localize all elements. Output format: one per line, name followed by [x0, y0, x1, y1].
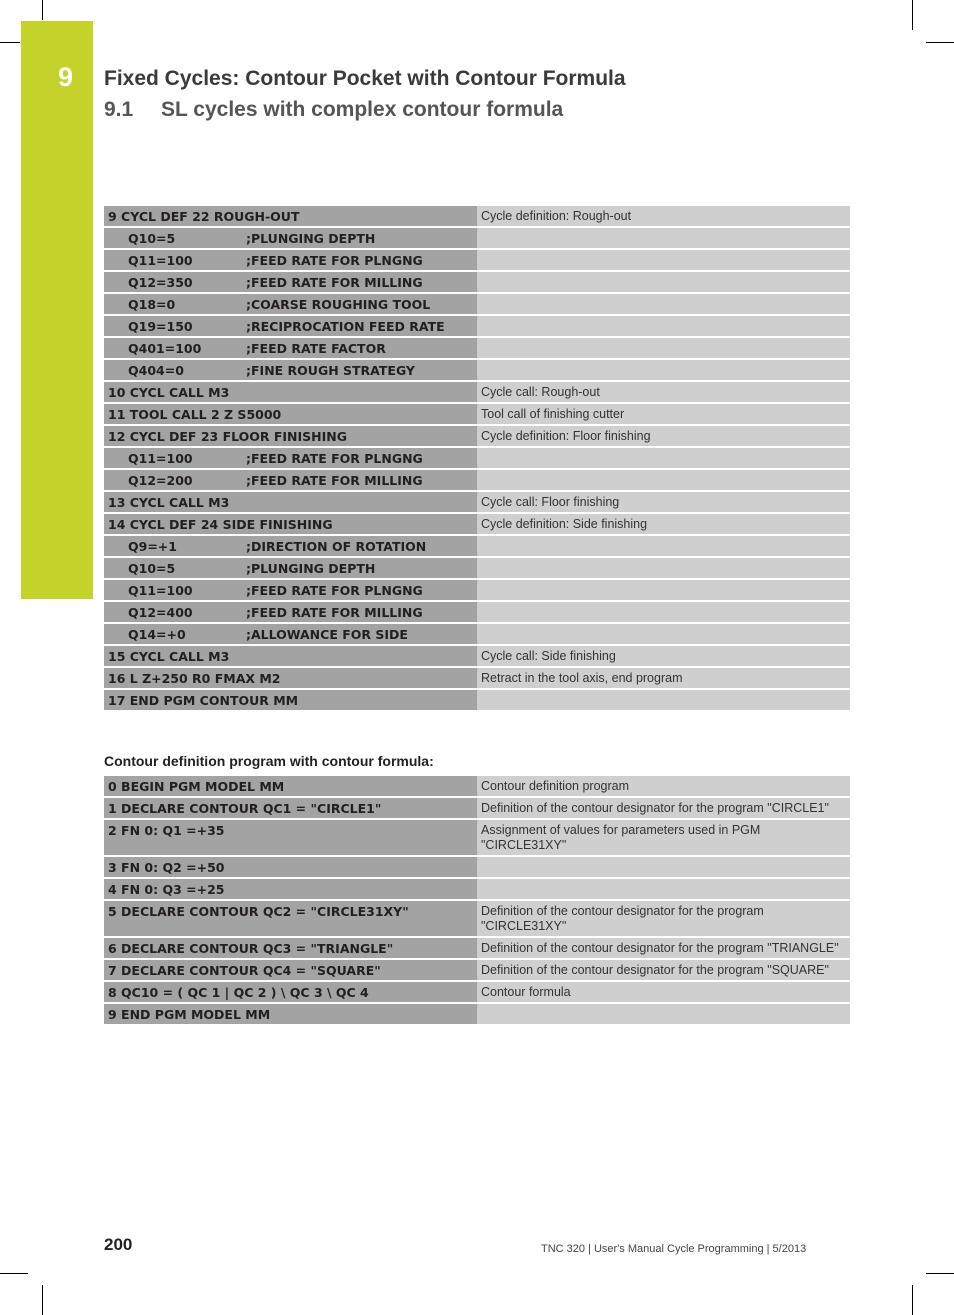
program-code-cell [104, 382, 477, 402]
program-row [104, 690, 850, 710]
crop-mark [912, 0, 913, 30]
program-code-cell [104, 690, 477, 710]
parameter-value: Q11=100 [128, 253, 193, 268]
program-row [104, 492, 850, 512]
program-row [104, 448, 850, 468]
program-row [104, 580, 850, 600]
program-row [104, 901, 850, 936]
description-cell [477, 316, 850, 336]
program-row [104, 668, 850, 688]
program-row [104, 382, 850, 402]
crop-mark [926, 1273, 954, 1274]
parameter-value: Q9=+1 [128, 539, 177, 554]
program-block-text: 11 TOOL CALL 2 Z S5000 [108, 407, 282, 422]
program-block-text: 10 CYCL CALL M3 [108, 385, 230, 400]
parameter-value: Q10=5 [128, 231, 176, 246]
description-cell: Cycle definition: Rough-out [477, 206, 850, 226]
program-block-text: 17 END PGM CONTOUR MM [108, 693, 299, 708]
parameter-comment: ;FEED RATE FOR PLNGNG [246, 253, 423, 268]
program-row [104, 820, 850, 855]
program-row [104, 338, 850, 358]
program-row [104, 470, 850, 490]
parameter-value: Q11=100 [128, 583, 193, 598]
program-block-text: 15 CYCL CALL M3 [108, 649, 230, 664]
program-code-cell [104, 798, 477, 818]
program-code-cell [104, 879, 477, 899]
program-block-text: 13 CYCL CALL M3 [108, 495, 230, 510]
crop-mark [926, 42, 954, 43]
description-cell: Contour definition program [477, 776, 850, 796]
program-block-text: 16 L Z+250 R0 FMAX M2 [108, 671, 281, 686]
program-block-text: 14 CYCL DEF 24 SIDE FINISHING [108, 517, 333, 532]
program-row [104, 272, 850, 292]
program-code-cell [104, 228, 477, 248]
program-block-text: 9 END PGM MODEL MM [108, 1007, 271, 1022]
program-row [104, 514, 850, 534]
description-cell [477, 470, 850, 490]
program-code-cell [104, 492, 477, 512]
parameter-comment: ;FEED RATE FOR PLNGNG [246, 451, 423, 466]
crop-mark [0, 42, 20, 43]
program-code-cell [104, 448, 477, 468]
program-code-cell [104, 776, 477, 796]
parameter-comment: ;ALLOWANCE FOR SIDE [246, 627, 408, 642]
program-row [104, 602, 850, 622]
description-cell: Tool call of finishing cutter [477, 404, 850, 424]
program-block-text: 4 FN 0: Q3 =+25 [108, 882, 225, 897]
description-cell [477, 228, 850, 248]
program-row [104, 316, 850, 336]
program-block-text: 8 QC10 = ( QC 1 | QC 2 ) \ QC 3 \ QC 4 [108, 985, 369, 1000]
parameter-comment: ;FEED RATE FOR PLNGNG [246, 583, 423, 598]
program-block-text: 6 DECLARE CONTOUR QC3 = "TRIANGLE" [108, 941, 394, 956]
program-code-cell [104, 206, 477, 226]
description-cell [477, 580, 850, 600]
crop-mark [0, 1273, 28, 1274]
program-row [104, 404, 850, 424]
program-row [104, 776, 850, 796]
parameter-comment: ;FEED RATE FOR MILLING [246, 605, 423, 620]
program-row [104, 857, 850, 877]
parameter-value: Q12=350 [128, 275, 193, 290]
parameter-comment: ;COARSE ROUGHING TOOL [246, 297, 431, 312]
program-code-cell [104, 514, 477, 534]
description-cell: Contour formula [477, 982, 850, 1002]
program-block-text: 7 DECLARE CONTOUR QC4 = "SQUARE" [108, 963, 381, 978]
section-title: SL cycles with complex contour formula [161, 98, 564, 121]
program-code-cell [104, 938, 477, 958]
description-cell: Definition of the contour designator for the program "CIRCLE1" [477, 798, 850, 818]
description-cell [477, 690, 850, 710]
description-cell [477, 857, 850, 877]
program-row [104, 426, 850, 446]
description-cell: Definition of the contour designator for the program "CIRCLE31XY" [477, 901, 850, 936]
program-row [104, 250, 850, 270]
program-row [104, 879, 850, 899]
program-code-cell [104, 646, 477, 666]
program-row [104, 1004, 850, 1024]
parameter-value: Q404=0 [128, 363, 184, 378]
description-cell [477, 558, 850, 578]
parameter-value: Q12=200 [128, 473, 193, 488]
program-row [104, 938, 850, 958]
program-code-cell [104, 272, 477, 292]
parameter-comment: ;DIRECTION OF ROTATION [246, 539, 427, 554]
program-row [104, 798, 850, 818]
parameter-comment: ;PLUNGING DEPTH [246, 561, 376, 576]
description-cell [477, 879, 850, 899]
program-block-text: 2 FN 0: Q1 =+35 [108, 823, 225, 838]
description-cell [477, 1004, 850, 1024]
program-code-cell [104, 426, 477, 446]
crop-mark [42, 0, 43, 20]
description-cell [477, 448, 850, 468]
description-cell: Cycle call: Floor finishing [477, 492, 850, 512]
description-cell: Assignment of values for parameters used in PGM "CIRCLE31XY" [477, 820, 850, 855]
program-code-cell [104, 558, 477, 578]
description-cell [477, 602, 850, 622]
program-block-text: 0 BEGIN PGM MODEL MM [108, 779, 285, 794]
description-cell: Cycle definition: Floor finishing [477, 426, 850, 446]
chapter-title: Fixed Cycles: Contour Pocket with Contour Formula [104, 67, 626, 90]
program-code-cell [104, 820, 477, 855]
program-code-cell [104, 360, 477, 380]
program-block-text: 1 DECLARE CONTOUR QC1 = "CIRCLE1" [108, 801, 382, 816]
program-row [104, 536, 850, 556]
parameter-value: Q10=5 [128, 561, 176, 576]
parameter-comment: ;FEED RATE FOR MILLING [246, 473, 423, 488]
description-cell [477, 360, 850, 380]
program-code-cell [104, 294, 477, 314]
program-row [104, 624, 850, 644]
program-code-cell [104, 624, 477, 644]
footer-text: TNC 320 | User's Manual Cycle Programming | 5/2013 [541, 1243, 807, 1255]
subheading: Contour definition program with contour formula: [104, 753, 434, 769]
description-cell: Cycle definition: Side finishing [477, 514, 850, 534]
program-code-cell [104, 602, 477, 622]
parameter-value: Q11=100 [128, 451, 193, 466]
parameter-value: Q401=100 [128, 341, 202, 356]
program-code-cell [104, 338, 477, 358]
program-code-cell [104, 982, 477, 1002]
program-row [104, 960, 850, 980]
crop-mark [42, 1285, 43, 1315]
program-code-cell [104, 250, 477, 270]
program-row [104, 646, 850, 666]
program-row [104, 206, 850, 226]
program-row [104, 558, 850, 578]
program-block-text: 12 CYCL DEF 23 FLOOR FINISHING [108, 429, 347, 444]
program-code-cell [104, 404, 477, 424]
description-cell: Definition of the contour designator for the program "SQUARE" [477, 960, 850, 980]
program-code-cell [104, 1004, 477, 1024]
contour-definition-table [104, 774, 850, 1026]
description-cell [477, 294, 850, 314]
nc-program-table [104, 204, 850, 712]
crop-mark [912, 1285, 913, 1315]
description-cell [477, 624, 850, 644]
program-row [104, 982, 850, 1002]
description-cell: Cycle call: Side finishing [477, 646, 850, 666]
description-cell: Cycle call: Rough-out [477, 382, 850, 402]
section-number: 9.1 [104, 98, 134, 121]
parameter-value: Q18=0 [128, 297, 176, 312]
description-cell [477, 250, 850, 270]
chapter-number: 9 [58, 62, 74, 92]
program-code-cell [104, 470, 477, 490]
page-number: 200 [104, 1235, 133, 1254]
program-code-cell [104, 857, 477, 877]
program-row [104, 360, 850, 380]
description-cell [477, 272, 850, 292]
program-row [104, 228, 850, 248]
parameter-comment: ;FEED RATE FOR MILLING [246, 275, 423, 290]
description-cell: Retract in the tool axis, end program [477, 668, 850, 688]
parameter-value: Q12=400 [128, 605, 193, 620]
description-cell: Definition of the contour designator for the program "TRIANGLE" [477, 938, 850, 958]
program-block-text: 9 CYCL DEF 22 ROUGH-OUT [108, 209, 300, 224]
parameter-comment: ;PLUNGING DEPTH [246, 231, 376, 246]
program-code-cell [104, 668, 477, 688]
parameter-value: Q19=150 [128, 319, 193, 334]
program-code-cell [104, 901, 477, 936]
program-block-text: 3 FN 0: Q2 =+50 [108, 860, 225, 875]
parameter-comment: ;FEED RATE FACTOR [246, 341, 386, 356]
parameter-value: Q14=+0 [128, 627, 186, 642]
description-cell [477, 536, 850, 556]
parameter-comment: ;FINE ROUGH STRATEGY [246, 363, 415, 378]
program-block-text: 5 DECLARE CONTOUR QC2 = "CIRCLE31XY" [108, 904, 409, 919]
program-row [104, 294, 850, 314]
description-cell [477, 338, 850, 358]
parameter-comment: ;RECIPROCATION FEED RATE [246, 319, 445, 334]
program-code-cell [104, 960, 477, 980]
chapter-side-tab [21, 21, 93, 599]
program-code-cell [104, 580, 477, 600]
program-code-cell [104, 536, 477, 556]
program-code-cell [104, 316, 477, 336]
